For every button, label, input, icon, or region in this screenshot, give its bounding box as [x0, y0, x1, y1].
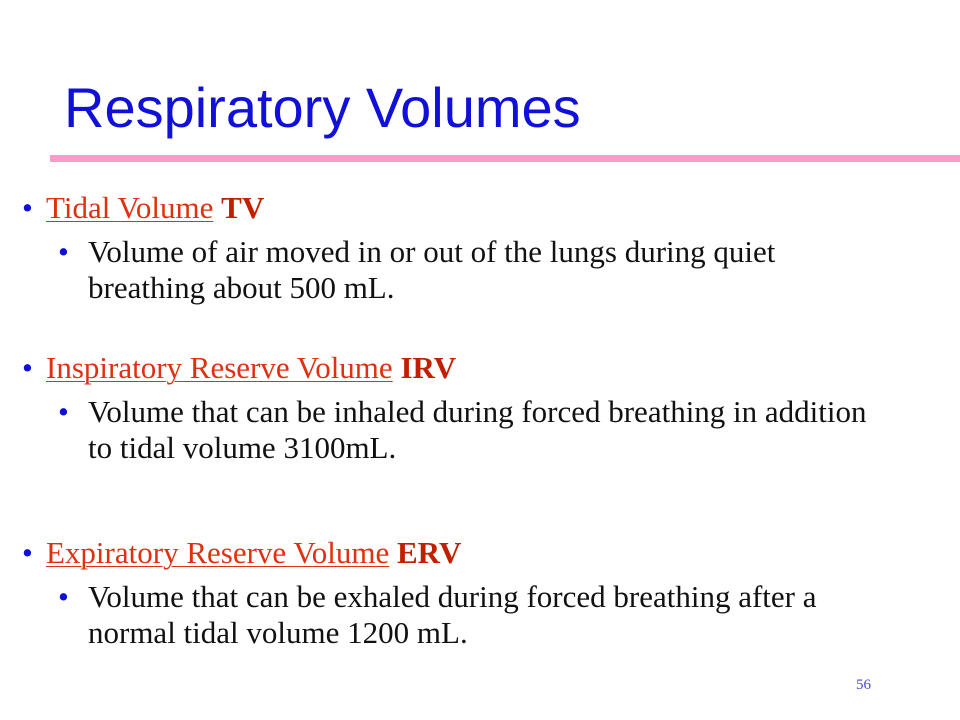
bullet-dot: • — [22, 190, 33, 225]
description-text: Volume that can be exhaled during forced breathing after a normal tidal volume 1200 mL. — [88, 579, 817, 650]
bullet-dot: • — [22, 350, 33, 385]
bullet-dot: • — [22, 535, 33, 570]
page-number: 56 — [856, 677, 871, 693]
sub-bullet-dot: • — [58, 394, 69, 429]
description-text: Volume of air moved in or out of the lungs during quiet breathing about 500 mL. — [88, 234, 776, 305]
title-divider — [50, 155, 960, 162]
description-text: Volume that can be inhaled during forced breathing in addition to tidal volume 3100mL. — [88, 394, 867, 465]
bullet-heading — [22, 350, 456, 386]
sub-bullet-dot: • — [58, 579, 69, 614]
bullet-description — [58, 579, 898, 651]
bullet-heading — [22, 535, 461, 571]
term-link[interactable]: Tidal Volume — [46, 190, 214, 225]
term-abbreviation: IRV — [400, 350, 457, 385]
bullet-heading — [22, 190, 264, 226]
bullet-description — [58, 394, 898, 466]
slide-title: Respiratory Volumes — [64, 76, 581, 139]
bullet-description — [58, 234, 898, 306]
term-abbreviation: TV — [221, 190, 265, 225]
term-link[interactable]: Inspiratory Reserve Volume — [46, 350, 393, 385]
term-link[interactable]: Expiratory Reserve Volume — [46, 535, 390, 570]
term-abbreviation: ERV — [396, 535, 462, 570]
sub-bullet-dot: • — [58, 234, 69, 269]
